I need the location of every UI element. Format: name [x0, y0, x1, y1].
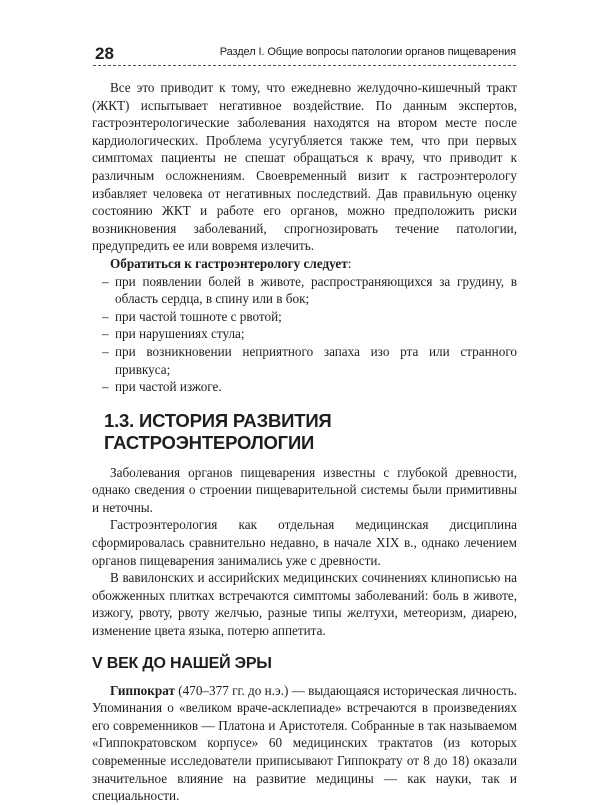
intro-paragraph: Все это приводит к тому, что ежедневно желудочно-кишечный тракт (ЖКТ) испытывает негативное воздействие. По данным экспертов, гастроэнтерологические заболевания находятся на втором месте после кардиологических. Проблема усугубляется также тем, что при первых симптомах пациенты не спешат обращаться к врачу, что приводит к различным осложнениям. Своевременный визит к гастроэнтерологу избавляет человека от негативных последствий. Дав правильную оценку состоянию ЖКТ и работе его органов, можно предположить риски возникновения заболеваний, спрогнозировать течение патологии, предупредить ее или вовремя излечить.	[92, 80, 517, 254]
list-item-text: при нарушениях стула;	[115, 326, 245, 342]
lead-rest: (470–377 гг. до н.э.) — выдающаяся историческая личность. Упоминания о «великом враче-асклепиаде» встречаются в произведениях его современников — Платона и Аристотеля. Собранные в так называемом «Гиппократовском корпусе» 60 медицинских трактатов (из которых современные исследователи приписывают Гиппократу от 8 до 18) оказали значительное влияние на развитие медицины — как науки, так и специальности.	[92, 682, 517, 804]
list-item	[92, 325, 517, 343]
list-item-text: при появлении болей в животе, распространяющихся за грудину, в область сердца, в спину или в бок;	[115, 273, 517, 307]
dash-marker: –	[102, 273, 109, 289]
section-paragraph: Гастроэнтерология как отдельная медицинская дисциплина сформировалась сравнительно недавно, в начале XIX в., однако лечением органов пищеварения занимались уже с древности.	[92, 517, 517, 568]
list-heading	[92, 255, 517, 273]
list-heading-colon: :	[347, 255, 352, 271]
running-title: Раздел I. Общие вопросы патологии органов пищеварения	[219, 46, 516, 58]
section-paragraph: Заболевания органов пищеварения известны с глубокой древности, однако сведения о строении пищеварительной системы были примитивны и неточны.	[92, 464, 517, 515]
header-divider	[93, 65, 516, 66]
dash-marker: –	[102, 326, 109, 342]
section-title: 1.3. ИСТОРИЯ РАЗВИТИЯ ГАСТРОЭНТЕРОЛОГИИ	[104, 409, 332, 453]
list-heading-bold: Обратиться к гастроэнтерологу следует	[110, 255, 348, 271]
list-item-text: при возникновении неприятного запаха изо рта или странного привкуса;	[115, 343, 517, 377]
dash-marker: –	[102, 379, 109, 395]
list-item	[92, 343, 517, 378]
hippocrates-paragraph	[92, 682, 517, 805]
list-item-text: при частой изжоге.	[115, 379, 222, 395]
section-paragraph: В вавилонских и ассирийских медицинских сочинениях клинописью на обожженных плитках встречаются симптомы заболеваний: боль в животе, изжогу, рвоту, рвоту желчью, разные типы желтухи, метеоризм, диарею, изменение цвета языка, потерю аппетита.	[92, 570, 517, 639]
dash-marker: –	[102, 343, 109, 359]
dash-marker: –	[102, 308, 109, 324]
page-body	[92, 79, 517, 805]
subsection-title: V ВЕК ДО НАШЕЙ ЭРЫ	[92, 654, 272, 672]
list-item-text: при частой тошноте с рвотой;	[115, 308, 282, 324]
lead-name: Гиппократ	[110, 682, 175, 698]
list-item	[92, 308, 517, 326]
referral-list	[92, 273, 517, 396]
page-number: 28	[95, 44, 114, 63]
list-item	[92, 378, 517, 396]
list-item	[92, 273, 517, 308]
